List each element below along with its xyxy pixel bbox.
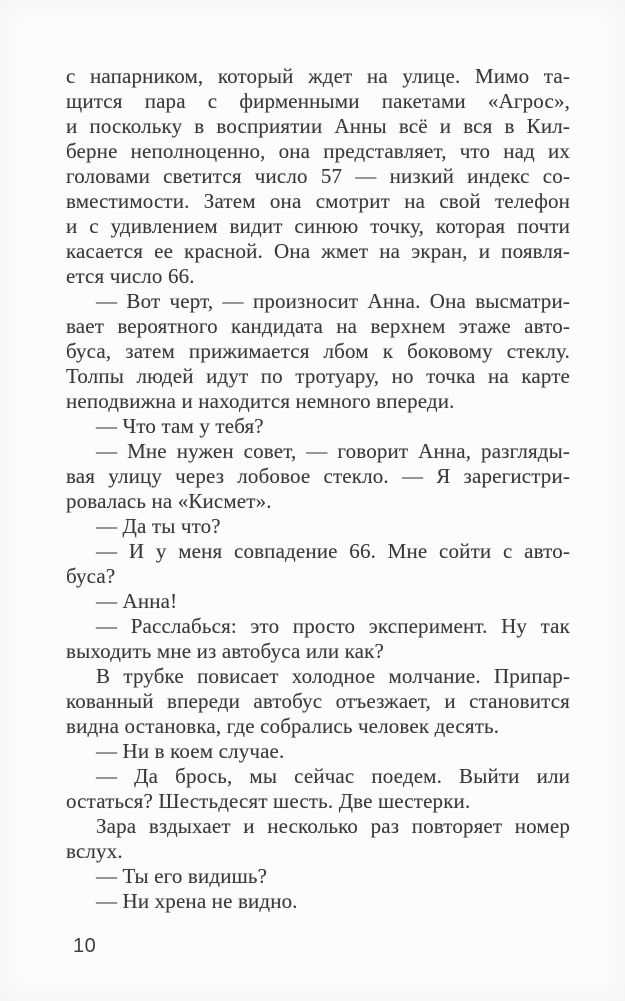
text-line: — Что там у тебя?: [96, 414, 264, 438]
text-line: касается ее красной. Она жмет на экран, и появля-: [66, 239, 570, 263]
paragraph: [66, 64, 570, 289]
text-line: Зара вздыхает и несколько раз повторяет номер: [96, 814, 570, 838]
paragraph: [66, 589, 570, 614]
text-line: ется число 66.: [66, 264, 195, 288]
text-line: — Да ты что?: [96, 514, 221, 538]
text-line: щится пара с фирменными пакетами «Агрос»,: [66, 89, 570, 113]
paragraph: [66, 539, 570, 589]
paragraph: [66, 289, 570, 414]
text-line: — И у меня совпадение 66. Мне сойти с авто-: [96, 539, 570, 563]
paragraph: [66, 439, 570, 514]
text-line: выходить мне из автобуса или как?: [66, 639, 384, 663]
paragraph: [66, 664, 570, 739]
text-line: — Да брось, мы сейчас поедем. Выйти или: [96, 764, 570, 788]
text-line: вслух.: [66, 839, 123, 863]
text-line: вая улицу через лобовое стекло. — Я зарегистри-: [66, 464, 570, 488]
page-number: 10: [73, 935, 97, 957]
paragraph: [66, 764, 570, 814]
text-line: кованный впереди автобус отъезжает, и становится: [66, 689, 570, 713]
text-line: неподвижна и находится немного впереди.: [66, 389, 455, 413]
text-line: и с удивлением видит синюю точку, которая почти: [66, 214, 570, 238]
text-line: Толпы людей идут по тротуару, но точка на карте: [66, 364, 570, 388]
text-line: головами светится число 57 — низкий индекс со-: [66, 164, 570, 188]
text-line: — Ты его видишь?: [96, 864, 268, 888]
text-line: — Анна!: [96, 589, 178, 613]
text-line: видна остановка, где собрались человек десять.: [66, 714, 500, 738]
paragraph: [66, 889, 570, 914]
text-line: — Вот черт, — произносит Анна. Она высматри-: [96, 289, 570, 313]
text-line: вает вероятного кандидата на верхнем этаже авто-: [66, 314, 570, 338]
text-line: вместимости. Затем она смотрит на свой телефон: [66, 189, 570, 213]
text-line: — Мне нужен совет, — говорит Анна, разгляды-: [96, 439, 570, 463]
paragraph: [66, 864, 570, 889]
text-line: ровалась на «Кисмет».: [66, 489, 272, 513]
text-line: и поскольку в восприятии Анны всё и вся в Кил-: [66, 114, 570, 138]
paragraph: [66, 514, 570, 539]
text-line: буса?: [66, 564, 116, 588]
page-text: [66, 64, 570, 914]
text-line: — Расслабься: это просто эксперимент. Ну так: [96, 614, 570, 638]
text-line: В трубке повисает холодное молчание. Припар-: [96, 664, 570, 688]
text-line: с напарником, который ждет на улице. Мимо та-: [66, 64, 570, 88]
paragraph: [66, 614, 570, 664]
text-line: буса, затем прижимается лбом к боковому стеклу.: [66, 339, 570, 363]
text-line: остаться? Шестьдесят шесть. Две шестерки.: [66, 789, 471, 813]
paragraph: [66, 814, 570, 864]
text-line: — Ни хрена не видно.: [96, 889, 298, 913]
paragraph: [66, 739, 570, 764]
text-line: — Ни в коем случае.: [96, 739, 285, 763]
paragraph: [66, 414, 570, 439]
text-line: берне неполноценно, она представляет, что над их: [66, 139, 570, 163]
